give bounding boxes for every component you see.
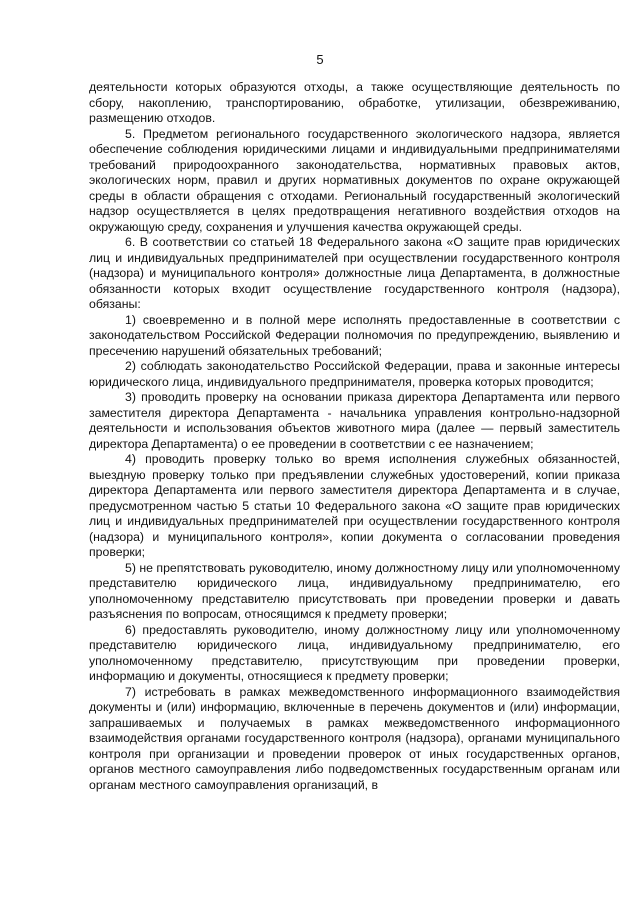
list-item-4: 4) проводить проверку только во время исполнения служебных обязанностей, выездную проверку только при предъявлении служебных удостоверений, копии приказа директора Департамента или первого заместителя директора Департамента и в случае, предусмотренном частью 5 статьи 10 Федерального закона «О защите прав юридических лиц и индивидуальных предпринимателей при осуществлении государственного контроля (надзора) и муниципального контроля», копии документа о согласовании проведения проверки;: [89, 452, 620, 559]
paragraph-item-6: 6. В соответствии со статьей 18 Федерального закона «О защите прав юридических лиц и индивидуальных предпринимателей при осуществлении государственного контроля (надзора) и муниципального контроля» должностные лица Департамента, в должностные обязанности которых входит осуществление государственного контроля (надзора), обязаны:: [89, 235, 620, 311]
list-item-5: 5) не препятствовать руководителю, иному должностному лицу или уполномоченному представителю юридического лица, индивидуальному предпринимателю, его уполномоченному представителю присутствовать при проведении проверки и давать разъяснения по вопросам, относящимся к предмету проверки;: [89, 560, 620, 621]
paragraph-continuation: деятельности которых образуются отходы, а также осуществляющие деятельность по сбору, накоплению, транспортированию, обработке, утилизации, обезвреживанию, размещению отходов.: [89, 80, 620, 125]
list-item-6: 6) предоставлять руководителю, иному должностному лицу или уполномоченному представителю юридического лица, индивидуальному предпринимателю, его уполномоченному представителю, присутствующим при проведении проверки, информацию и документы, относящиеся к предмету проверки;: [89, 622, 620, 683]
list-item-2: 2) соблюдать законодательство Российской Федерации, права и законные интересы юридического лица, индивидуального предпринимателя, проверка которых проводится;: [89, 359, 620, 389]
list-item-3: 3) проводить проверку на основании приказа директора Департамента или первого заместителя директора Департамента - начальника управления контрольно-надзорной деятельности и использования объектов животного мира (далее — первый заместитель директора Департамента) о ее проведении в соответствии с ее назначением;: [89, 390, 620, 451]
page-number: 5: [316, 52, 324, 67]
list-item-7: 7) истребовать в рамках межведомственного информационного взаимодействия документы и (или) информацию, включенные в перечень документов и (или) информации, запрашиваемых и получаемых в рамках межведомственного информационного взаимодействия органами государственного контроля (надзора), органами муниципального контроля при организации и проведении проверок от иных государственных органов, органов местного самоуправления либо подведомственных государственным органам или органам местного самоуправления организаций, в: [89, 684, 620, 792]
document-body: [89, 80, 620, 793]
paragraph-item-5: 5. Предметом регионального государственного экологического надзора, является обеспечение соблюдения юридическими лицами и индивидуальными предпринимателями требований природоохранного законодательства, нормативных правовых актов, экологических норм, правил и других нормативных документов по охране окружающей среды в области обращения с отходами. Региональный государственный экологический надзор осуществляется в целях предотвращения негативного воздействия отходов на окружающую среду, сохранения и улучшения качества окружающей среды.: [89, 126, 620, 234]
list-item-1: 1) своевременно и в полной мере исполнять предоставленные в соответствии с законодательством Российской Федерации полномочия по предупреждению, выявлению и пресечению нарушений обязательных требований;: [89, 312, 620, 358]
